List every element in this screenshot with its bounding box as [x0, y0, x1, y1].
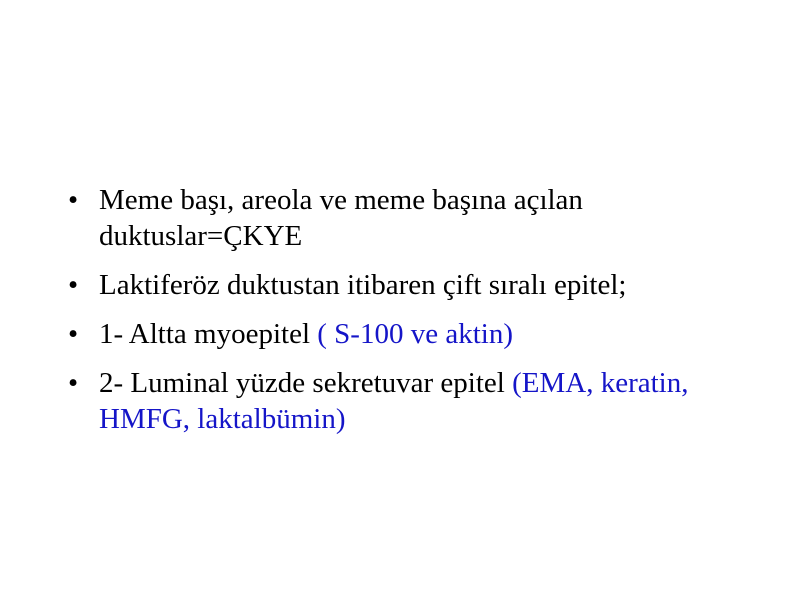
bullet-text: Laktiferöz duktustan itibaren çift sıralı epitel;	[99, 269, 627, 301]
bullet-item	[68, 267, 768, 303]
bullet-text: Meme başı, areola ve meme başına açılan duktuslar=ÇKYE	[99, 184, 583, 252]
bullet-text: 2- Luminal yüzde sekretuvar epitel	[99, 367, 513, 399]
bullet-list	[68, 182, 768, 450]
bullet-text: 1- Altta myoepitel	[99, 318, 318, 350]
bullet-highlight: ( S-100 ve aktin)	[317, 318, 513, 350]
bullet-item	[68, 182, 768, 254]
bullet-icon: •	[68, 184, 79, 216]
bullet-icon: •	[68, 367, 79, 399]
bullet-item	[68, 365, 768, 437]
bullet-item	[68, 316, 768, 352]
bullet-icon: •	[68, 318, 79, 350]
bullet-icon: •	[68, 269, 79, 301]
bullet-highlight: (EMA, keratin, HMFG, laktalbümin)	[99, 367, 689, 435]
